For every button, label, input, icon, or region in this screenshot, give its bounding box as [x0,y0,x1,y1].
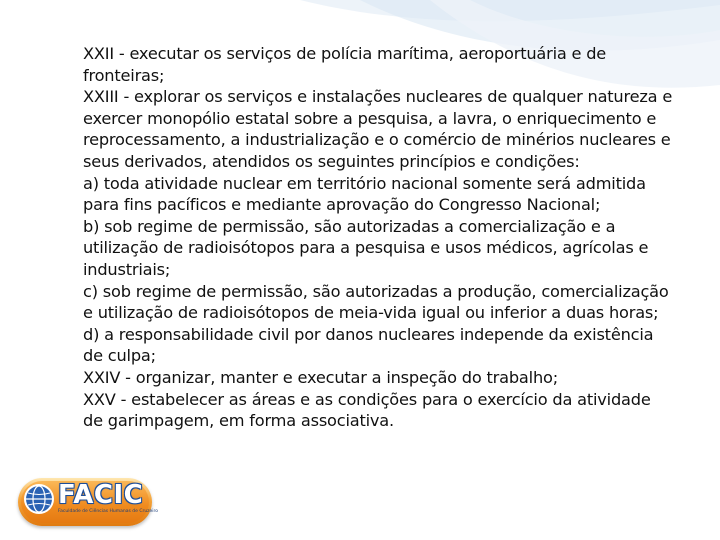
paragraph-xxiv: XXIV - organizar, manter e executar a inspeção do trabalho; [83,367,558,387]
paragraph-xxii: XXII - executar os serviços de polícia marítima, aeroportuária e de fronteiras; [83,44,607,85]
document-text [83,43,673,432]
paragraph-xxiii: XXIII - explorar os serviços e instalações nucleares de qualquer natureza e exercer monopólio estatal sobre a pesquisa, a lavra, o enriquecimento e reprocessamento, a industrialização e o comércio de minérios nucleares e seus derivados, atendidos os seguintes princípios e condições: [83,87,673,171]
paragraph-d: d) a responsabilidade civil por danos nucleares independe da existência de culpa; [83,324,654,366]
globe-icon [23,483,55,515]
paragraph-xxv: XXV - estabelecer as áreas e as condições para o exercício da atividade de garimpagem, em forma associativa. [83,389,651,431]
paragraph-c: c) sob regime de permissão, são autorizadas a produção, comercialização e utilização de radioisótopos de meia-vida igual ou inferior a duas horas; [83,281,669,323]
paragraph-b: b) sob regime de permissão, são autorizadas a comercialização e a utilização de radioisótopos para a pesquisa e usos médicos, agrícolas e industriais; [83,216,649,279]
facic-logo [18,478,159,526]
logo-wordmark: FACIC [58,480,144,510]
logo-tagline: Faculdade de Ciências Humanas de Cruzeiro [58,509,159,514]
paragraph-a: a) toda atividade nuclear em território nacional somente será admitida para fins pacíficos e mediante aprovação do Congresso Nacional; [83,173,646,215]
